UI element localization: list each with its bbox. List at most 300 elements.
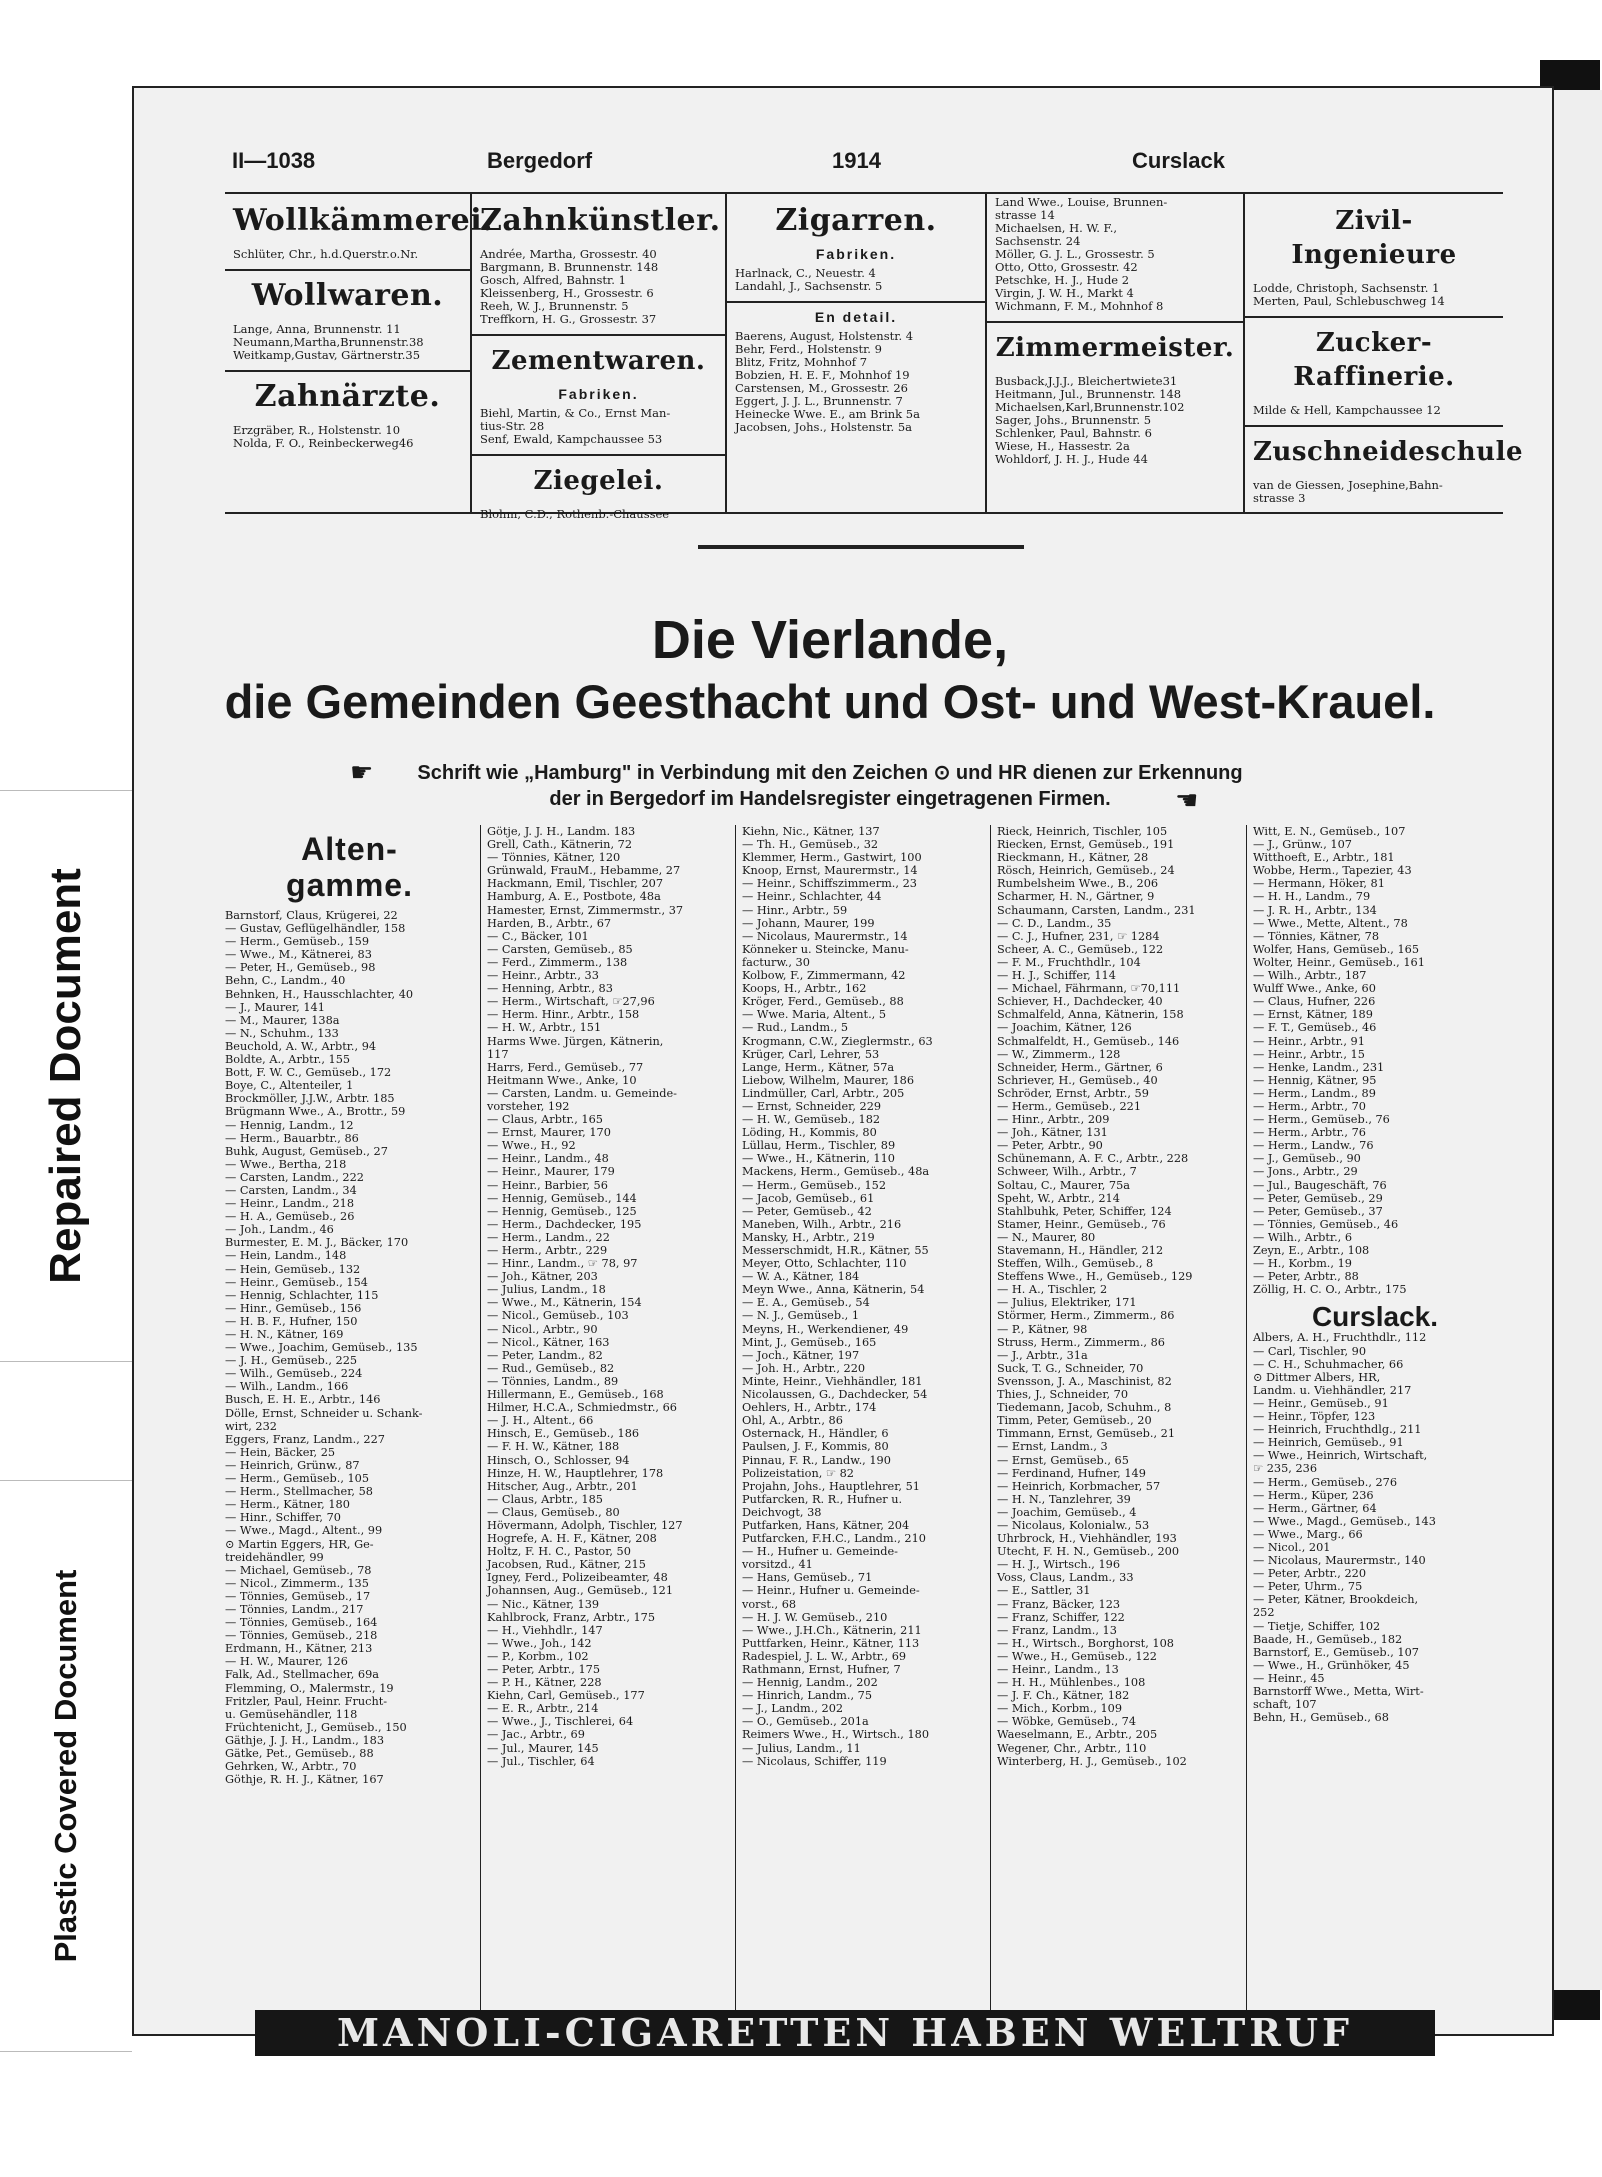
directory-entry: Schriever, H., Gemüseb., 40 [997,1073,1158,1087]
directory-entry: Suck, T. G., Schneider, 70 [997,1361,1144,1375]
heading-zahnkuenstler: Zahnkünstler. [480,203,721,238]
directory-entry: Landahl, J., Sachsenstr. 5 [735,279,883,293]
directory-entry: — Nic., Kätner, 139 [487,1597,600,1611]
directory-entry: — Johann, Maurer, 199 [742,916,875,930]
directory-entry: — E. A., Gemüseb., 54 [742,1296,870,1310]
directory-entry: Schmalfeld, Anna, Kätnerin, 158 [997,1008,1184,1022]
directory-entry: Schlenker, Paul, Bahnstr. 6 [995,426,1152,440]
directory-entry: Grünwald, FrauM., Hebamme, 27 [487,864,681,878]
directory-entry: Ohl, A., Arbtr., 86 [742,1414,843,1428]
directory-entry: Treffkorn, H. G., Grossestr. 37 [480,312,657,326]
directory-entry: — Wwe., Magd., Altent., 99 [225,1524,383,1538]
directory-entry: Neumann,Martha,Brunnenstr.38 [233,335,424,349]
directory-entry: Petschke, H. J., Hude 2 [995,273,1130,287]
directory-entry: Landm. u. Viehhändler, 217 [1253,1383,1412,1397]
directory-entry: — Peter, Landm., 82 [487,1348,603,1362]
directory-entry: — Hein, Landm., 148 [225,1249,347,1263]
directory-entry: — P., Korbm., 102 [487,1649,589,1663]
directory-entry: — Peter, Uhrm., 75 [1253,1580,1363,1594]
directory-entry: Wobbe, Herm., Tapezier, 43 [1253,864,1412,878]
entries-zimmermeister [995,375,1235,466]
directory-entry: — Ernst, Kätner, 189 [1253,1008,1373,1022]
directory-entry: — Hinr., Arbtr., 209 [997,1113,1110,1127]
directory-entry: schaft, 107 [1253,1698,1317,1712]
directory-entry: Struss, Herm., Zimmerm., 86 [997,1335,1165,1349]
directory-entry: Grell, Cath., Kätnerin, 72 [487,838,633,852]
directory-entry: — Wöbke, Gemüseb., 74 [997,1715,1137,1729]
directory-entry: — J., Grünw., 107 [1253,838,1352,852]
directory-entry: Rumbelsheim Wwe., B., 206 [997,877,1159,891]
heading-zementwaren: Zementwaren. [491,346,706,376]
directory-entry: — C. J., Hufner, 231, ☞ 1284 [997,929,1160,943]
legend-note-line1: Schrift wie „Hamburg" in Verbindung mit den Zeichen ⊙ und HR dienen zur Erkennung [417,762,1243,784]
section-name: Curslack [1132,148,1225,173]
directory-entry: vorsteher, 192 [487,1099,570,1113]
entries-zahnaerzte [233,424,462,450]
directory-entry: Gosch, Alfred, Bahnstr. 1 [480,273,626,287]
directory-entry: 252 [1253,1606,1275,1620]
directory-entry: — Jacob, Gemüseb., 61 [742,1191,875,1205]
directory-entry: — Carsten, Landm. u. Gemeinde- [487,1086,677,1100]
directory-entry: — Heinr., 45 [1253,1671,1325,1685]
directory-entry: Mackens, Herm., Gemüseb., 48a [742,1165,930,1179]
directory-entry: — J. R. H., Arbtr., 134 [1253,903,1377,917]
directory-entry: Stahlbuhk, Peter, Schiffer, 124 [997,1204,1172,1218]
directory-entry: — Claus, Arbtr., 165 [487,1113,603,1127]
directory-entry: — Hennig, Landm., 12 [225,1118,354,1132]
directory-entry: Meyn Wwe., Anna, Kätnerin, 54 [742,1283,925,1297]
directory-entry: Jacobsen, Rud., Kätner, 215 [487,1558,646,1572]
entries-zementwaren [480,407,717,446]
directory-entry: Puttfarken, Heinr., Kätner, 113 [742,1636,920,1650]
directory-entry: — Wwe., Bertha, 218 [225,1157,347,1171]
directory-entry: — H. N., Tanzlehrer, 39 [997,1492,1131,1506]
entries-zucker-raffinerie [1253,404,1495,417]
directory-entry: — E. R., Arbtr., 214 [487,1702,599,1716]
directory-entry: — Nicolaus, Maurermstr., 140 [1253,1554,1426,1568]
directory-entry: — Nicol., 201 [1253,1540,1331,1554]
directory-entry: Blitz, Fritz, Mohnhof 7 [735,355,868,369]
directory-entry: — H., Korbm., 19 [1253,1257,1352,1271]
directory-entry: Behn, C., Landm., 40 [225,974,346,988]
directory-entry: — Claus, Gemüseb., 80 [487,1505,620,1519]
directory-entry: Steffens Wwe., H., Gemüseb., 129 [997,1270,1193,1284]
subheading-fabriken: Fabriken. [558,386,639,402]
directory-entry: Stavemann, H., Händler, 212 [997,1244,1164,1257]
directory-entry: Hinsch, E., Gemüseb., 186 [487,1427,640,1441]
directory-entry: — Peter, H., Gemüseb., 98 [225,961,376,975]
directory-entry: — Herm., Wirtschaft, ☞27,96 [487,995,655,1009]
directory-entry: — Heinr., Töpfer, 123 [1253,1410,1376,1424]
directory-entry: — H. H., Mühlenbes., 108 [997,1676,1146,1690]
directory-entry: Lüllau, Herm., Tischler, 89 [742,1139,896,1153]
directory-entry: — M., Maurer, 138a [225,1013,340,1027]
directory-entry: — Heinrich, Grünw., 87 [225,1458,360,1472]
directory-entry: — Julius, Elektriker, 171 [997,1296,1137,1310]
directory-entry: — N., Maurer, 80 [997,1230,1096,1244]
directory-entry: Wulff Wwe., Anke, 60 [1253,982,1376,996]
directory-entry: — Heinr., Schiffszimmerm., 23 [742,877,917,891]
directory-entry: — Herm., Arbtr., 76 [1253,1126,1366,1140]
directory-entry: Soltau, C., Maurer, 75a [997,1178,1131,1192]
top-column-2 [470,194,725,521]
directory-entry: — Peter, Gemüseb., 29 [1253,1191,1383,1205]
heading-altengamme: Alten- gamme. [286,831,413,903]
directory-entry: Winterberg, H. J., Gemüseb., 102 [997,1754,1187,1768]
directory-entry: — Ernst, Landm., 3 [997,1440,1108,1454]
directory-entry: Hinze, H. W., Hauptlehrer, 178 [487,1466,664,1480]
directory-entry: — Rud., Gemüseb., 82 [487,1361,615,1375]
directory-entry: — Heinr., Gemüseb., 154 [225,1275,368,1289]
directory-entry: — Tönnies, Gemüseb., 17 [225,1589,371,1603]
directory-entry: — Herm., Gemüseb., 76 [1253,1113,1390,1127]
directory-entry: — Tönnies, Gemüseb., 164 [225,1616,378,1630]
directory-entry: — Hinrich, Landm., 75 [742,1689,873,1703]
directory-entry: — Jul., Maurer, 145 [487,1741,599,1755]
directory-entry: — Tietje, Schiffer, 102 [1253,1619,1381,1633]
directory-entry: — Wwe., Magd., Gemüseb., 143 [1253,1514,1436,1528]
directory-entry: — Peter, Arbtr., 90 [997,1139,1103,1153]
directory-entry: Schneider, Herm., Gärtner, 6 [997,1060,1163,1074]
directory-entry: — Nicolaus, Maurermstr., 14 [742,929,908,943]
directory-entry: — Wwe., H., Kätnerin, 110 [742,1152,895,1166]
directory-entry: ⊙ Dittmer Albers, HR, [1253,1370,1381,1384]
directory-entry: Otto, Otto, Grossestr. 42 [995,260,1138,274]
directory-entry: Fritzler, Paul, Heinr. Frucht- [225,1694,388,1708]
entries-altengamme-2 [487,825,729,1768]
directory-entry: — Carsten, Gemüseb., 85 [487,942,633,956]
heading-zivil-ingenieure: Zivil-Ingenieure [1291,206,1457,270]
directory-entry: — Franz, Bäcker, 123 [997,1597,1121,1611]
lower-column-5 [1246,825,1503,2015]
directory-entry: Igney, Ferd., Polizeibeamter, 48 [487,1571,668,1585]
directory-entry: Schmalfeldt, H., Gemüseb., 146 [997,1034,1180,1048]
directory-entry: — C. D., Landm., 35 [997,916,1112,930]
heading-zucker-raffinerie: Zucker-Raffinerie. [1293,328,1455,392]
directory-entry: — Heinr., Arbtr., 91 [1253,1034,1365,1048]
directory-entry: — Joachim, Kätner, 126 [997,1021,1132,1035]
directory-entry: ⊙ Martin Eggers, HR, Ge- [225,1537,374,1551]
directory-entry: Kiehn, Nic., Kätner, 137 [742,825,880,838]
directory-entry: — Wwe., H., 92 [487,1139,576,1153]
directory-entry: Schaumann, Carsten, Landm., 231 [997,903,1196,917]
heading-wollkaemmerei: Wollkämmerei. [233,203,494,238]
directory-entry: Buhk, August, Gemüseb., 27 [225,1144,388,1158]
directory-entry: — Hinr., Gemüseb., 156 [225,1301,362,1315]
directory-entry: — Heinrich, Gemüseb., 91 [1253,1436,1404,1450]
directory-entry: — Wwe., Marg., 66 [1253,1527,1363,1541]
directory-entry: Schünemann, A. F. C., Arbtr., 228 [997,1152,1189,1166]
directory-entry: Zeyn, E., Arbtr., 108 [1253,1244,1370,1257]
pointing-hand-icon: ☛ [350,758,374,788]
directory-entry: Mansky, H., Arbtr., 219 [742,1230,875,1244]
directory-entry: — Wilh., Arbtr., 187 [1253,969,1367,983]
directory-entry: Krüger, Carl, Lehrer, 53 [742,1047,880,1061]
directory-entry: — Joch., Kätner, 197 [742,1348,860,1362]
directory-entry: Boye, C., Altenteiler, 1 [225,1079,354,1093]
directory-entry: Hövermann, Adolph, Tischler, 127 [487,1518,683,1532]
directory-entry: Hogrefe, A. H. F., Kätner, 208 [487,1532,657,1546]
directory-entry: Nicolaussen, G., Dachdecker, 54 [742,1388,928,1402]
directory-entry: — Hinr., Schiffer, 70 [225,1511,341,1525]
directory-entry: Virgin, J. W. H., Markt 4 [995,286,1134,300]
directory-entry: Riecken, Ernst, Gemüseb., 191 [997,838,1175,852]
entries-zigarren-cont [995,196,1235,313]
section-rule [987,321,1243,323]
directory-entry: Koops, H., Arbtr., 162 [742,982,867,996]
directory-entry: — Peter, Gemüseb., 37 [1253,1204,1383,1218]
directory-entry: — E., Sattler, 31 [997,1584,1091,1598]
directory-entry: Eggert, J. J. L., Brunnenstr. 7 [735,394,903,408]
directory-entry: — Heinr., Arbtr., 33 [487,969,599,983]
section-rule [1245,316,1503,318]
entries-wollwaren [233,323,462,362]
directory-entry: — Ernst, Schneider, 229 [742,1099,882,1113]
directory-entry: Projahn, Johs., Hauptlehrer, 51 [742,1479,920,1493]
directory-entry: — Hein, Bäcker, 25 [225,1445,336,1459]
directory-entry: Radespiel, J. L. W., Arbtr., 69 [742,1649,907,1663]
directory-entry: — Wilh., Landm., 166 [225,1380,349,1394]
heading-zahnaerzte: Zahnärzte. [254,379,441,414]
pointing-hand-icon: ☛ [1175,786,1199,816]
directory-entry: ☞ 235, 236 [1253,1462,1318,1476]
directory-entry: Hinsch, O., Schlosser, 94 [487,1453,630,1467]
directory-entry: — Nicol., Zimmerm., 135 [225,1576,369,1590]
directory-entry: — Heinr., Gemüseb., 91 [1253,1396,1389,1410]
section-rule [225,370,470,372]
top-column-3 [725,194,985,512]
year: 1914 [832,148,881,173]
directory-entry: — Peter, Kätner, Brookdeich, [1253,1593,1419,1607]
directory-entry: Erzgräber, R., Holstenstr. 10 [233,423,401,437]
directory-entry: — Herm., Dachdecker, 195 [487,1217,642,1231]
directory-entry: — Franz, Landm., 13 [997,1623,1117,1637]
directory-entry: Uhrbrock, H., Viehhändler, 193 [997,1532,1177,1546]
directory-entry: — H., Hufner u. Gemeinde- [742,1545,898,1559]
directory-entry: Scharmer, H. N., Gärtner, 9 [997,890,1155,904]
directory-entry: — Wwe., Joachim, Gemüseb., 135 [225,1341,418,1355]
directory-entry: — Hinr., Landm., ☞ 78, 97 [487,1257,638,1271]
directory-entry: — Heinrich, Fruchthdlg., 211 [1253,1423,1422,1437]
entries-ziegelei [480,508,717,521]
directory-entry: — Joh., Kätner, 131 [997,1126,1108,1140]
directory-entry: wirt, 232 [225,1419,277,1433]
directory-entry: — Herm., Arbtr., 229 [487,1244,608,1257]
directory-entry: Nolda, F. O., Reinbeckerweg46 [233,436,414,450]
directory-entry: — N. J., Gemüseb., 1 [742,1309,860,1323]
directory-entry: — Nicol., Arbtr., 90 [487,1322,598,1336]
directory-entry: Gehrken, W., Arbtr., 70 [225,1760,357,1774]
directory-entry: van de Giessen, Josephine,Bahn- [1253,478,1443,492]
directory-entry: Baerens, August, Holstenstr. 4 [735,329,914,343]
directory-entry: — Heinr., Hufner u. Gemeinde- [742,1584,920,1598]
directory-entry: Wolfer, Hans, Gemüseb., 165 [1253,942,1420,956]
directory-entry: — Nicol., Kätner, 163 [487,1335,610,1349]
directory-entry: — Nicolaus, Kolonialw., 53 [997,1518,1150,1532]
directory-entry: — Joh., Kätner, 203 [487,1270,598,1284]
directory-entry: Brügmann Wwe., A., Brottr., 59 [225,1105,406,1119]
section-rule [1245,425,1503,427]
directory-entry: Reeh, W. J., Brunnenstr. 5 [480,299,629,313]
directory-entry: — Heinr., Arbtr., 15 [1253,1047,1365,1061]
directory-entry: Wohldorf, J. H. J., Hude 44 [995,452,1148,466]
directory-entry: — Hermann, Höker, 81 [1253,877,1385,891]
directory-entry: Schlüter, Chr., h.d.Querstr.o.Nr. [233,247,419,261]
directory-entry: — Herm., Küper, 236 [1253,1488,1374,1502]
directory-entry: — Heinr., Maurer, 179 [487,1165,615,1179]
directory-entry: — Herm., Landm., 89 [1253,1086,1376,1100]
directory-entry: Johannsen, Aug., Gemüseb., 121 [487,1584,674,1598]
directory-entry: Wichmann, F. M., Mohnhof 8 [995,299,1164,313]
directory-entry: — Ernst, Maurer, 170 [487,1126,611,1140]
directory-entry: — Gustav, Geflügelhändler, 158 [225,922,406,936]
directory-entry: — Herm., Gemüseb., 152 [742,1178,887,1192]
directory-entry: Schiever, H., Dachdecker, 40 [997,995,1163,1009]
directory-entry: Hamester, Ernst, Zimmermstr., 37 [487,903,684,917]
directory-entry: Timmann, Ernst, Gemüseb., 21 [997,1427,1176,1441]
directory-entry: — Herm., Arbtr., 70 [1253,1099,1366,1113]
directory-entry: — P., Kätner, 98 [997,1322,1088,1336]
directory-entry: Holtz, F. H. C., Pastor, 50 [487,1545,631,1559]
plastic-covered-label: Plastic Covered Document [48,1569,83,1963]
title-vierlande: Die Vierlande, [651,610,1009,670]
directory-entry: Deichvogt, 38 [742,1505,822,1519]
directory-entry: — Tönnies, Landm., 89 [487,1374,619,1388]
directory-entry: — Nicol., Gemüseb., 103 [487,1309,629,1323]
directory-entry: — Peter, Arbtr., 175 [487,1663,601,1676]
heading-zimmermeister: Zimmermeister. [995,333,1235,363]
directory-entry: Barnstorf, Claus, Krügerei, 22 [225,909,398,922]
directory-entry: — F. T., Gemüseb., 46 [1253,1021,1377,1035]
directory-entry: Barnstorf, E., Gemüseb., 107 [1253,1645,1419,1659]
directory-entry: Hackmann, Emil, Tischler, 207 [487,877,664,891]
directory-entry: Sager, Johs., Brunnenstr. 5 [995,413,1152,427]
running-head [232,148,1232,178]
directory-entry: vorst., 68 [742,1597,797,1611]
directory-entry: — Jul., Tischler, 64 [487,1754,595,1768]
directory-entry: Störmer, Herm., Zimmerm., 86 [997,1309,1175,1323]
directory-entry: — W., Zimmerm., 128 [997,1047,1121,1061]
directory-entry: — Julius, Landm., 18 [487,1283,606,1297]
directory-entry: — H. A., Tischler, 2 [997,1283,1108,1297]
directory-entry: Albers, A. H., Fruchthdlr., 112 [1253,1331,1427,1345]
directory-entry: Heitmann Wwe., Anke, 10 [487,1073,637,1087]
directory-entry: — Herm., Kätner, 180 [225,1498,350,1512]
directory-entry: — Ernst, Gemüseb., 65 [997,1453,1129,1467]
directory-entry: Wegener, Chr., Arbtr., 110 [997,1741,1147,1755]
directory-entry: Milde & Hell, Kampchaussee 12 [1253,403,1441,417]
directory-entry: Tiedemann, Jacob, Schuhm., 8 [997,1401,1172,1415]
directory-entry: Behn, H., Gemüseb., 68 [1253,1711,1389,1725]
entries-zahnkuenstler [480,248,717,326]
directory-entry: — Henke, Landm., 231 [1253,1060,1385,1074]
directory-entry: Land Wwe., Louise, Brunnen- [995,195,1168,209]
directory-entry: Messerschmidt, H.R., Kätner, 55 [742,1244,929,1257]
top-column-4 [985,194,1243,512]
lower-column-4 [990,825,1246,2015]
directory-entry: — Rud., Landm., 5 [742,1021,849,1035]
directory-entry: Voss, Claus, Landm., 33 [997,1571,1134,1585]
heading-curslack: Curslack. [1311,1301,1439,1333]
directory-entry: Blohm, C.D., Rothenb.-Chaussee [480,507,670,521]
directory-entry: — Mich., Korbm., 109 [997,1702,1123,1716]
directory-entry: — Hennig, Schlachter, 115 [225,1288,379,1302]
directory-entry: — Herm., Gemüseb., 276 [1253,1475,1398,1489]
directory-entry: Michaelsen, H. W. F., [995,221,1118,235]
top-column-1 [225,194,494,512]
directory-entry: — N., Schuhm., 133 [225,1026,339,1040]
directory-entry: Mint, J., Gemüseb., 165 [742,1335,877,1349]
directory-entry: Polizeistation, ☞ 82 [742,1466,854,1480]
directory-entry: — Hennig, Gemüseb., 125 [487,1204,637,1218]
directory-entry: Hillermann, E., Gemüseb., 168 [487,1388,664,1402]
entries-zivil-ingenieure [1253,282,1495,308]
directory-entry: strasse 3 [1253,491,1306,505]
section-rule [472,334,725,336]
address-directory [225,825,1503,2015]
entries-curslack [1253,1331,1497,1724]
heading-zigarren: Zigarren. [775,203,937,238]
directory-entry: — Heinrich, Korbmacher, 57 [997,1479,1161,1493]
directory-entry: Biehl, Martin, & Co., Ernst Man- [480,406,671,420]
directory-entry: Kiehn, Carl, Gemüseb., 177 [487,1689,645,1703]
directory-entry: — Hennig, Gemüseb., 144 [487,1191,637,1205]
directory-entry: Minte, Heinr., Viehhändler, 181 [742,1374,923,1388]
directory-entry: — C. H., Schuhmacher, 66 [1253,1357,1404,1371]
directory-entry: — Wwe., M., Kätnerin, 154 [487,1296,642,1310]
directory-entry: Svensson, J. A., Maschinist, 82 [997,1374,1172,1388]
directory-entry: Thies, J., Schneider, 70 [997,1388,1129,1402]
page-number: II—1038 [232,148,316,173]
directory-entry: Lindmüller, Carl, Arbtr., 205 [742,1086,905,1100]
entries-zigarren-fabriken [735,267,977,293]
directory-entry: — H., Wirtsch., Borghorst, 108 [997,1636,1174,1650]
manoli-advertisement: MANOLI-CIGARETTEN HABEN WELTRUF [255,2010,1435,2056]
directory-entry: Götje, J. J. H., Landm. 183 [487,825,636,838]
heading-zuschneideschule: Zuschneideschule [1253,437,1523,467]
title-gemeinden: die Gemeinden Geesthacht und Ost- und West-Krauel. [224,675,1436,728]
directory-entry: — Michael, Gemüseb., 78 [225,1563,372,1577]
entries-zuschneideschule [1253,479,1495,505]
directory-entry: — H. J., Wirtsch., 196 [997,1558,1121,1572]
directory-entry: Burmester, E. M. J., Bäcker, 170 [225,1236,409,1250]
directory-entry: — Herm. Hinr., Arbtr., 158 [487,1008,640,1022]
directory-entry: strasse 14 [995,208,1055,222]
directory-entry: Wiese, H., Hassestr. 2a [995,439,1130,453]
directory-entry: — Jul., Baugeschäft, 76 [1253,1178,1387,1192]
entries-zigarren-detail [735,330,977,434]
directory-entry: — Tönnies, Gemüseb., 218 [225,1629,378,1643]
directory-entry: — H. H., Landm., 79 [1253,890,1371,904]
directory-entry: — Hinr., Arbtr., 59 [742,903,848,917]
directory-entry: Kröger, Ferd., Gemüseb., 88 [742,995,904,1009]
entries-altengamme-3 [742,825,984,1768]
directory-entry: Boldte, A., Arbtr., 155 [225,1053,351,1067]
entries-altengamme [225,909,474,1786]
directory-entry: Maneben, Wilh., Arbtr., 216 [742,1217,902,1231]
directory-entry: — Tönnies, Gemüseb., 46 [1253,1217,1399,1231]
directory-entry: Witt, E. N., Gemüseb., 107 [1253,825,1406,838]
directory-entry: — Herm., Gemüseb., 105 [225,1472,370,1486]
directory-entry: Zöllig, H. C. O., Arbtr., 175 [1253,1283,1407,1297]
directory-entry: Harrs, Ferd., Gemüseb., 77 [487,1060,644,1074]
directory-entry: Brockmöller, J.J.W., Arbtr. 185 [225,1092,395,1106]
directory-entry: — Jac., Arbtr., 69 [487,1728,585,1742]
heading-ziegelei: Ziegelei. [533,466,664,496]
directory-entry: Könneker u. Steincke, Manu- [742,942,909,956]
directory-entry: Barnstorff Wwe., Metta, Wirt- [1253,1685,1424,1698]
directory-entry: Behnken, H., Hausschlachter, 40 [225,987,414,1001]
